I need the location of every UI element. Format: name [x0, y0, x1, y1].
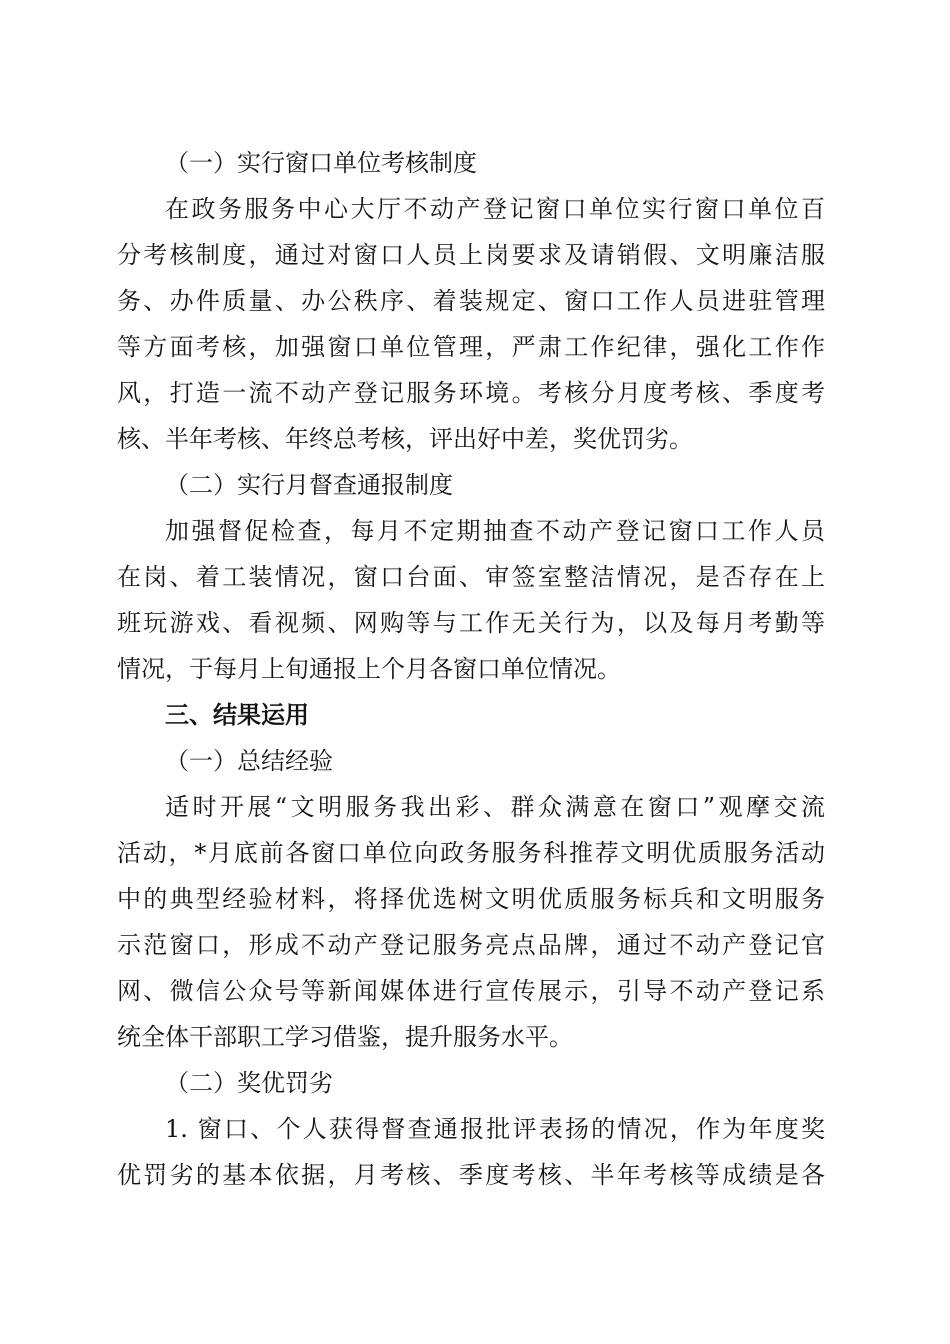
paragraph-line: 核、半年考核、年终总考核，评出好中差，奖优罚劣。 — [117, 425, 693, 453]
paragraph-line: 示范窗口，形成不动产登记服务亮点品牌，通过不动产登记官 — [117, 931, 825, 959]
paragraph-line: 务、办件质量、办公秩序、着装规定、窗口工作人员进驻管理 — [117, 287, 825, 315]
paragraph-line: 等方面考核，加强窗口单位管理，严肃工作纪律，强化工作作 — [117, 333, 825, 361]
paragraph-line: 在岗、着工装情况，窗口台面、审签室整洁情况，是否存在上 — [117, 563, 825, 591]
paragraph-line: 加强督促检查，每月不定期抽查不动产登记窗口工作人员 — [165, 517, 825, 545]
section-heading-2: （二）实行月督查通报制度 — [165, 471, 453, 499]
paragraph-line: 网、微信公众号等新闻媒体进行宣传展示，引导不动产登记系 — [117, 977, 825, 1005]
paragraph-line: 优罚劣的基本依据，月考核、季度考核、半年考核等成绩是各 — [117, 1161, 825, 1189]
paragraph-line: 统全体干部职工学习借鉴，提升服务水平。 — [117, 1023, 573, 1051]
paragraph-line: 活动，*月底前各窗口单位向政务服务科推荐文明优质服务活动 — [117, 839, 825, 867]
paragraph-line: 班玩游戏、看视频、网购等与工作无关行为，以及每月考勤等 — [117, 609, 825, 637]
paragraph-line: 分考核制度，通过对窗口人员上岗要求及请销假、文明廉洁服 — [117, 241, 825, 269]
paragraph-line: 情况，于每月上旬通报上个月各窗口单位情况。 — [117, 655, 621, 683]
paragraph-line: 适时开展“文明服务我出彩、群众满意在窗口”观摩交流 — [165, 793, 825, 821]
section-heading-4: （二）奖优罚劣 — [165, 1069, 333, 1097]
section-heading-3: （一）总结经验 — [165, 747, 333, 775]
main-heading-3: 三、结果运用 — [165, 701, 309, 729]
paragraph-line: 在政务服务中心大厅不动产登记窗口单位实行窗口单位百 — [165, 195, 825, 223]
paragraph-line: 风，打造一流不动产登记服务环境。考核分月度考核、季度考 — [117, 379, 825, 407]
paragraph-line: 中的典型经验材料，将择优选树文明优质服务标兵和文明服务 — [117, 885, 825, 913]
section-heading-1: （一）实行窗口单位考核制度 — [165, 149, 477, 177]
paragraph-line: 1. 窗口、个人获得督查通报批评表扬的情况，作为年度奖 — [165, 1115, 825, 1143]
